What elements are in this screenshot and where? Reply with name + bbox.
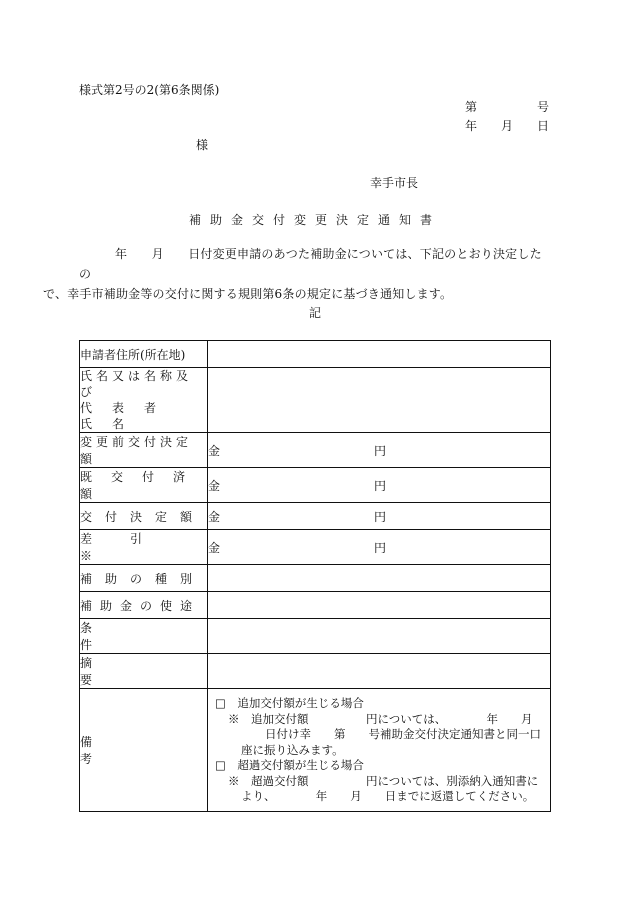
addressee-suffix: 様 bbox=[196, 138, 209, 152]
label-summary: 摘要 bbox=[80, 654, 208, 689]
document-title: 補助金交付変更決定通知書 bbox=[188, 213, 441, 227]
date-day: 日 bbox=[537, 119, 550, 133]
label-applicant-name bbox=[80, 368, 208, 433]
label-before-amount: 変更前交付決定額 bbox=[80, 433, 208, 468]
remarks-note-additional-1: ※ 追加交付額 円については、 年 月 bbox=[228, 711, 533, 726]
label-name-line-1: 氏名又は名称及び bbox=[80, 369, 193, 399]
label-subsidy-type: 補助の種別 bbox=[80, 565, 208, 592]
body-paragraph bbox=[43, 244, 551, 304]
ki-heading: 記 bbox=[308, 306, 321, 320]
value-subsidy-type bbox=[208, 565, 551, 592]
label-paid-amount: 既交付済額 bbox=[80, 468, 208, 503]
value-applicant-address bbox=[208, 341, 551, 368]
date-year: 年 bbox=[465, 119, 478, 133]
remarks-note-additional-2: 日付け幸 第 号補助金交付決定通知書と同一口 bbox=[265, 727, 541, 741]
label-decided-amount: 交付決定額 bbox=[80, 503, 208, 530]
label-remarks: 備考 bbox=[80, 689, 208, 812]
value-subsidy-use bbox=[208, 592, 551, 619]
remarks-check-excess: □ 超過交付額が生じる場合 bbox=[215, 758, 364, 772]
value-difference: 金 円 bbox=[208, 530, 551, 565]
remarks-note-excess-1: ※ 超過交付額 円については、別添納入通知書に bbox=[228, 773, 539, 788]
label-applicant-address: 申請者住所(所在地) bbox=[80, 341, 208, 368]
label-difference: 差引※ bbox=[80, 530, 208, 565]
label-condition: 条件 bbox=[80, 619, 208, 654]
label-name-line-2: 代表者氏名 bbox=[80, 401, 177, 431]
value-before-amount: 金 円 bbox=[208, 433, 551, 468]
form-number: 様式第2号の2(第6条関係) bbox=[79, 83, 220, 97]
remarks-note-additional-3: 座に振り込みます。 bbox=[241, 742, 344, 757]
value-remarks bbox=[208, 689, 551, 812]
remarks-check-additional: □ 追加交付額が生じる場合 bbox=[215, 696, 364, 710]
issuer: 幸手市長 bbox=[370, 176, 419, 190]
body-line-2: で、幸手市補助金等の交付に関する規則第6条の規定に基づき通知します。 bbox=[43, 287, 453, 301]
value-condition bbox=[208, 619, 551, 654]
value-summary bbox=[208, 654, 551, 689]
value-paid-amount: 金 円 bbox=[208, 468, 551, 503]
value-applicant-name bbox=[208, 368, 551, 433]
doc-number-suffix: 号 bbox=[537, 100, 550, 114]
notice-table bbox=[79, 340, 551, 812]
doc-number-prefix: 第 bbox=[465, 100, 478, 114]
value-decided-amount: 金 円 bbox=[208, 503, 551, 530]
body-line-1: 年 月 日付変更申請のあつた補助金については、下記のとおり決定したの bbox=[79, 247, 542, 281]
label-subsidy-use: 補助金の使途 bbox=[80, 592, 208, 619]
date-month: 月 bbox=[501, 119, 514, 133]
remarks-note-excess-2: より、 年 月 日までに返還してください。 bbox=[241, 789, 535, 803]
